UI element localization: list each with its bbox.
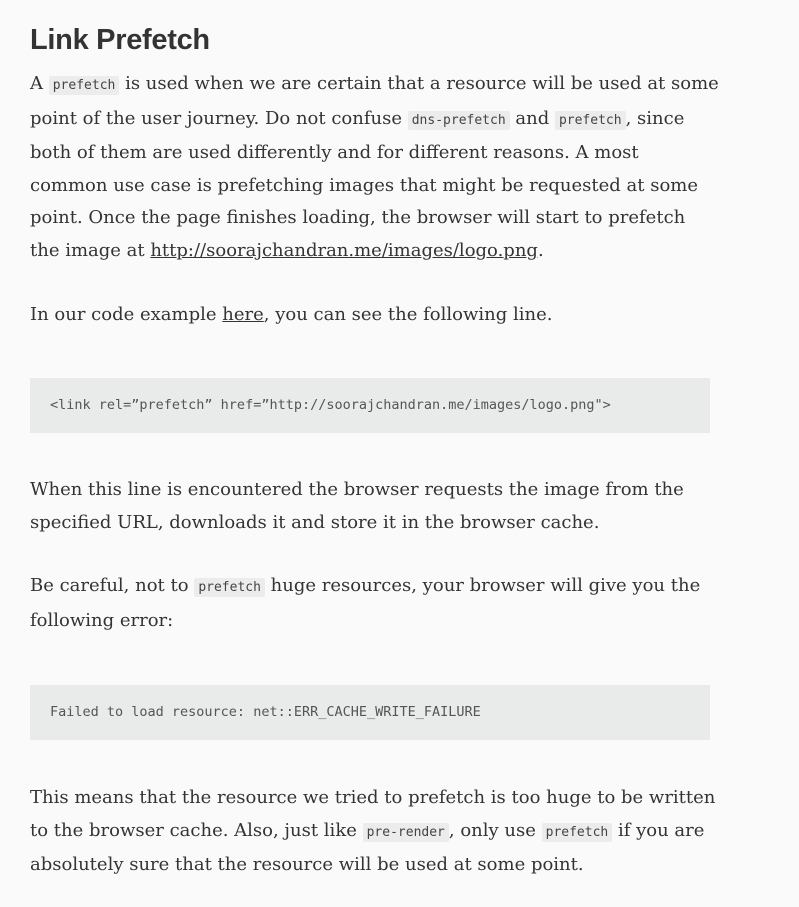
inline-code: prefetch <box>542 823 613 842</box>
here-link[interactable]: here <box>222 304 264 325</box>
inline-code: prefetch <box>49 76 120 95</box>
text: Be careful, not to <box>30 575 195 596</box>
text: , since both of them are used differently and for different reasons. A most common use case is prefetching images that might be requested at some point. Once the page finishes loading, the browser will start to prefetch the image at <box>30 107 699 261</box>
text: , you can see the following line. <box>263 304 553 325</box>
text: and <box>509 107 555 129</box>
code-block-error: Failed to load resource: net::ERR_CACHE_WRITE_FAILURE <box>30 685 710 740</box>
text: huge resources, your browser will give you the following error: <box>30 575 701 631</box>
logo-url-link[interactable]: http://soorajchandran.me/images/logo.png <box>150 239 538 261</box>
inline-code: prefetch <box>555 111 626 130</box>
paragraph-intro <box>30 68 720 267</box>
section-heading: Link Prefetch <box>30 24 210 56</box>
text: In our code example <box>30 304 223 325</box>
text: A <box>30 73 49 94</box>
text: is used when we are certain that a resource will be used at some point of the user journey. Do not confuse <box>30 73 719 129</box>
paragraph-code-intro <box>30 299 720 332</box>
text: . <box>537 239 544 261</box>
text: This means that the resource we tried to prefetch is too huge to be written to the browser cache. Also, just like <box>30 787 716 841</box>
inline-code: pre-render <box>363 823 449 842</box>
text: , only use <box>448 819 542 841</box>
inline-code: dns-prefetch <box>408 111 510 130</box>
paragraph-conclusion <box>30 782 720 882</box>
code-block-link-tag: <link rel=”prefetch” href=”http://soorajchandran.me/images/logo.png"> <box>30 378 710 433</box>
text: if you are absolutely sure that the resource will be used at some point. <box>30 819 705 875</box>
inline-code: prefetch <box>194 578 265 597</box>
paragraph-warning <box>30 570 720 637</box>
paragraph-explanation: When this line is encountered the browser requests the image from the specified URL, downloads it and store it in the browser cache. <box>30 479 684 533</box>
